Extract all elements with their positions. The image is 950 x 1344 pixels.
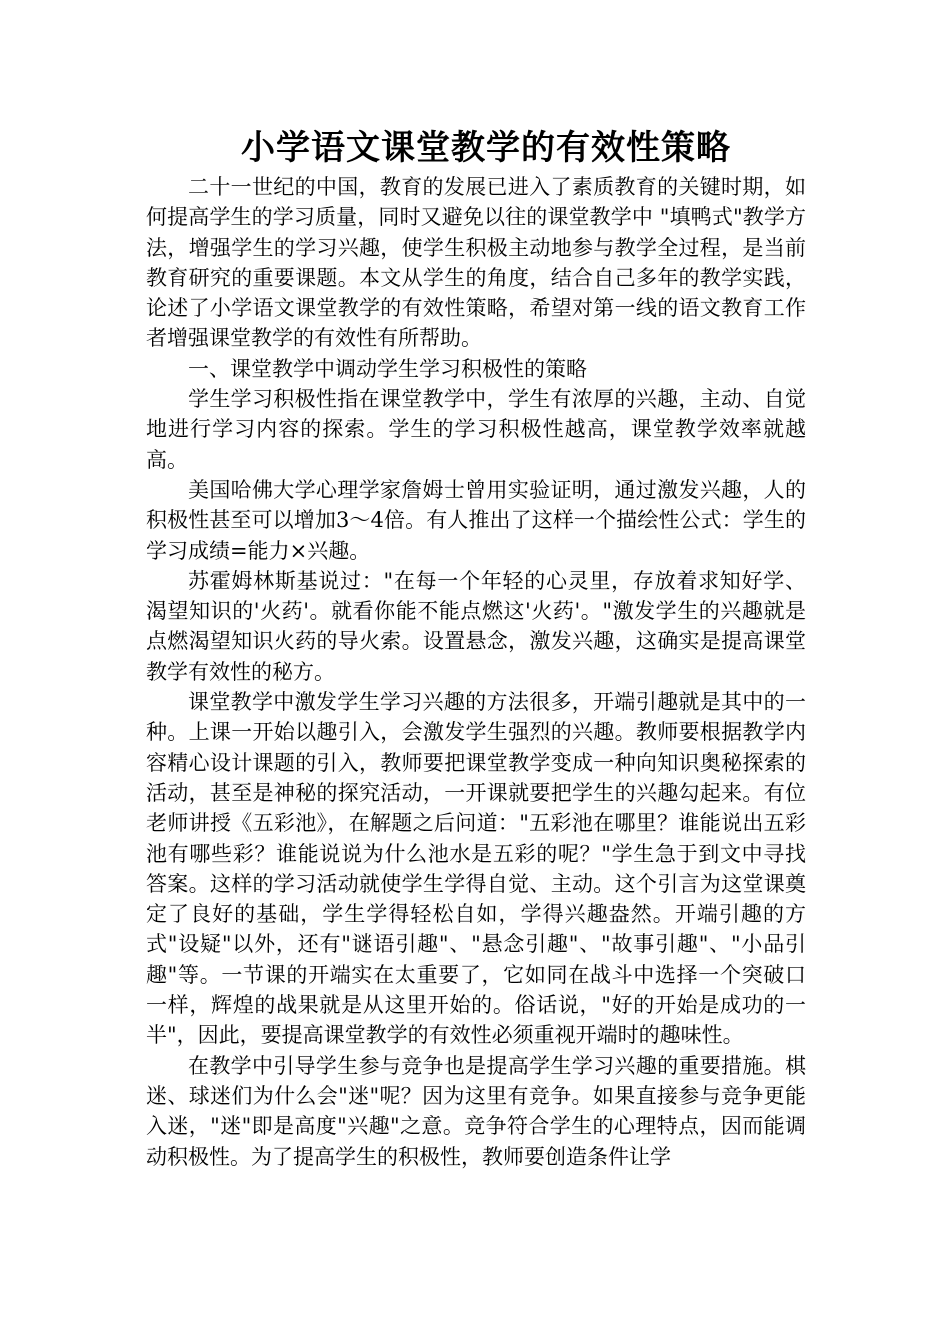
section-heading: 一、课堂教学中调动学生学习积极性的策略 — [188, 356, 587, 381]
paragraph-intro: 二十一世纪的中国，教育的发展已进入了素质教育的关键时期，如何提高学生的学习质量，同时又避免以往的课堂教学中 "填鸭式"教学方法，增强学生的学习兴趣，使学生积极主动地参与教学全过程，是当前教育研究的重要课题。本文从学生的角度，结合自己多年的教学实践，论述了小学语文课堂教学的有效性策略，希望对第一线的语文教育工作者增强课堂教学的有效性有所帮助。 — [146, 175, 806, 351]
paragraph: 苏霍姆林斯基说过："在每一个年轻的心灵里，存放着求知好学、渴望知识的'火药'。就看你能不能点燃这'火药'。"激发学生的兴趣就是点燃渴望知识火药的导火索。设置悬念，激发兴趣，这确实是提高课堂教学有效性的秘方。 — [146, 568, 806, 684]
paragraph: 美国哈佛大学心理学家詹姆士曾用实验证明，通过激发兴趣，人的积极性甚至可以增加3～4倍。有人推出了这样一个描绘性公式：学生的学习成绩=能力×兴趣。 — [146, 477, 806, 563]
paragraph: 课堂教学中激发学生学习兴趣的方法很多，开端引趣就是其中的一种。上课一开始以趣引入，会激发学生强烈的兴趣。教师要根据教学内容精心设计课题的引入，教师要把课堂教学变成一种向知识奥秘探索的活动，甚至是神秘的探究活动，一开课就要把学生的兴趣勾起来。有位老师讲授《五彩池》，在解题之后问道："五彩池在哪里？谁能说出五彩池有哪些彩？谁能说说为什么池水是五彩的呢？"学生急于到文中寻找答案。这样的学习活动就使学生学得自觉、主动。这个引言为这堂课奠定了良好的基础，学生学得轻松自如，学得兴趣盎然。开端引趣的方式"设疑"以外，还有"谜语引趣"、"悬念引趣"、"故事引趣"、"小品引趣"等。一节课的开端实在太重要了，它如同在战斗中选择一个突破口一样，辉煌的战果就是从这里开始的。俗话说，"好的开始是成功的一半"，因此，要提高课堂教学的有效性必须重视开端时的趣味性。 — [146, 690, 806, 1048]
document-page — [146, 124, 806, 1172]
paragraph: 学生学习积极性指在课堂教学中，学生有浓厚的兴趣，主动、自觉地进行学习内容的探索。学生的学习积极性越高，课堂教学效率就越高。 — [146, 387, 806, 472]
paragraph: 在教学中引导学生参与竞争也是提高学生学习兴趣的重要措施。棋迷、球迷们为什么会"迷"呢？因为这里有竞争。如果直接参与竞争更能入迷，"迷"即是高度"兴趣"之意。竞争符合学生的心理特点，因而能调动积极性。为了提高学生的积极性，教师要创造条件让学 — [146, 1053, 806, 1169]
document-title: 小学语文课堂教学的有效性策略 — [241, 128, 731, 168]
